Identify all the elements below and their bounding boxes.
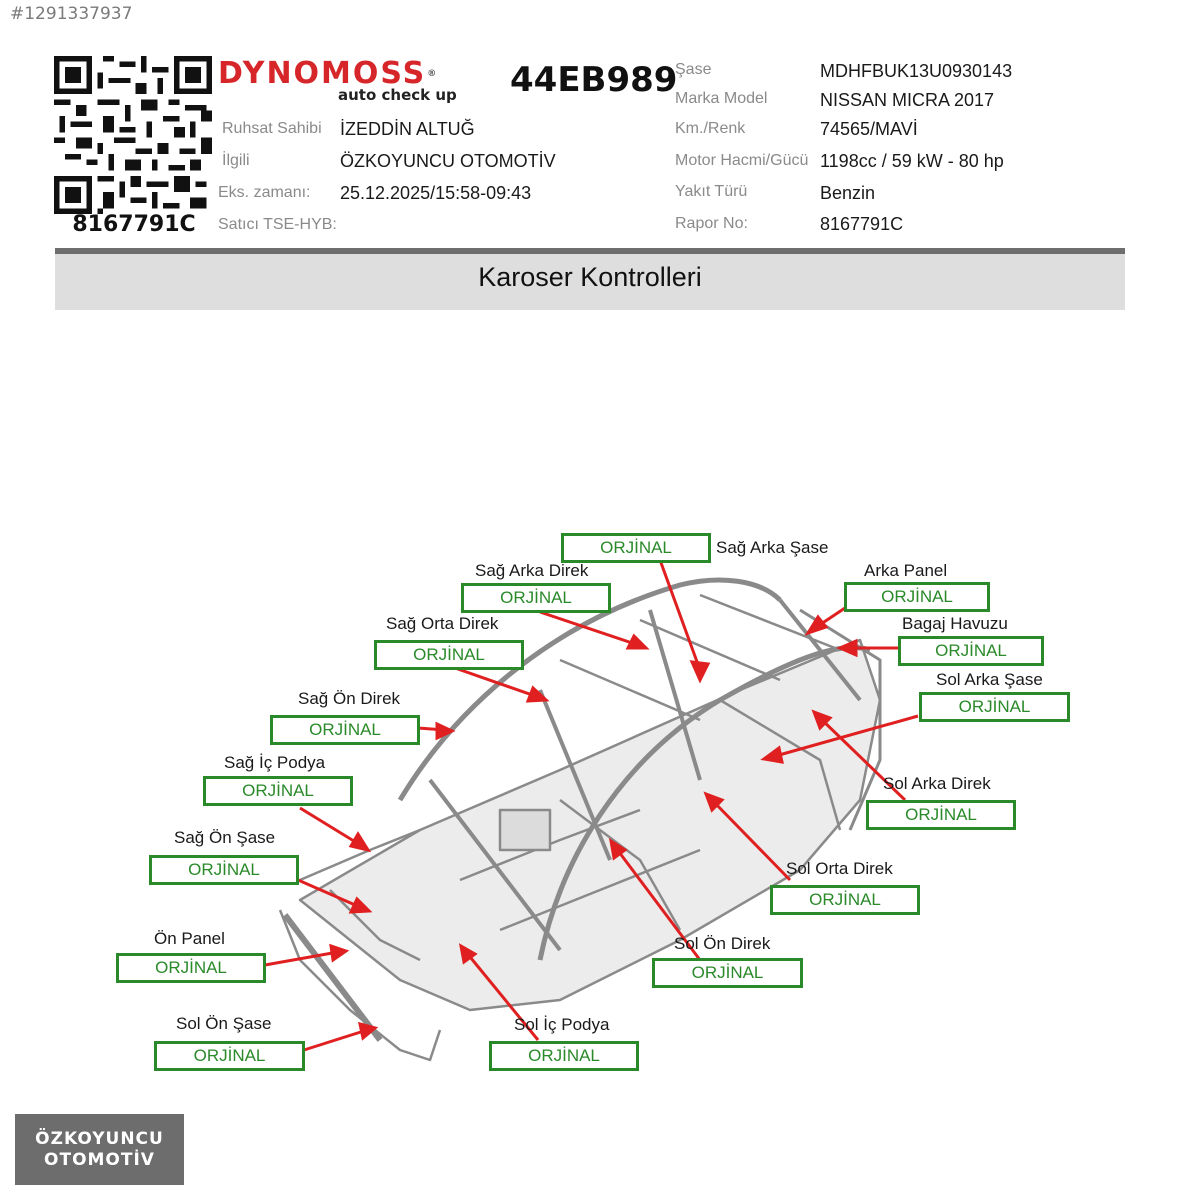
exam-time-value: 25.12.2025/15:58-09:43 [340,183,532,203]
status-box-sol-ic-podya: ORJİNAL [489,1041,639,1071]
status-box-sol-orta-direk: ORJİNAL [770,885,920,915]
report-code: 8167791C [72,212,196,237]
part-label-sol-arka-sase: Sol Arka Şase [936,670,1043,689]
dealer-name-line1: ÖZKOYUNCU [35,1128,164,1149]
fuel-label: Yakıt Türü [675,183,748,200]
part-label-sol-arka-direk: Sol Arka Direk [883,774,991,793]
contact-label: İlgili [222,152,250,169]
listing-id: #1291337937 [10,4,133,24]
brand-name: DYNOMOSS [218,56,427,91]
owner-value: İZEDDİN ALTUĞ [340,119,475,139]
contact-value: ÖZKOYUNCU OTOMOTİV [340,151,556,171]
dealer-logo [15,1114,184,1185]
dealer-name-line2: OTOMOTİV [44,1149,155,1170]
qr-code-icon [54,56,212,214]
status-box-sag-on-direk: ORJİNAL [270,715,420,745]
status-box-sol-arka-sase: ORJİNAL [919,692,1070,722]
part-label-sol-on-direk: Sol Ön Direk [674,934,771,953]
part-label-sag-orta-direk: Sağ Orta Direk [386,614,499,633]
status-box-sag-on-sase: ORJİNAL [149,855,299,885]
owner-label: Ruhsat Sahibi [222,120,322,137]
status-box-sol-on-sase: ORJİNAL [154,1041,305,1071]
part-label-arka-panel: Arka Panel [864,561,948,580]
exam-time-label: Eks. zamanı: [218,184,311,201]
status-box-sag-arka-direk: ORJİNAL [461,583,611,613]
part-label-on-panel: Ön Panel [154,929,225,948]
status-box-sol-on-direk: ORJİNAL [652,958,803,988]
part-label-sag-arka-sase: Sağ Arka Şase [716,538,829,557]
km-color-value: 74565/MAVİ [820,119,918,139]
part-label-sag-arka-direk: Sağ Arka Direk [475,561,589,580]
report-no-value: 8167791C [820,214,904,234]
model-label: Marka Model [675,90,768,107]
part-label-sag-ic-podya: Sağ İç Podya [224,753,326,772]
km-color-label: Km./Renk [675,120,746,137]
status-box-sol-arka-direk: ORJİNAL [866,800,1016,830]
license-plate: 44EB989 [510,60,678,100]
part-label-sol-on-sase: Sol Ön Şase [176,1014,272,1033]
registered-mark: ® [427,69,439,79]
status-box-sag-arka-sase: ORJİNAL [561,533,711,563]
engine-value: 1198cc / 59 kW - 80 hp [820,151,1004,171]
engine-label: Motor Hacmi/Gücü [675,152,809,169]
part-label-sol-orta-direk: Sol Orta Direk [786,859,893,878]
status-box-arka-panel: ORJİNAL [844,582,990,612]
seller-label: Satıcı TSE-HYB: [218,216,337,233]
status-box-bagaj-havuzu: ORJİNAL [898,636,1044,666]
model-value: NISSAN MICRA 2017 [820,90,995,110]
status-box-on-panel: ORJİNAL [116,953,266,983]
brand-tagline: auto check up [338,86,457,104]
part-label-bagaj-havuzu: Bagaj Havuzu [902,614,1008,633]
part-label-sol-ic-podya: Sol İç Podya [514,1015,610,1034]
chassis-label: Şase [675,61,712,78]
part-label-sag-on-direk: Sağ Ön Direk [298,689,401,708]
chassis-value: MDHFBUK13U0930143 [820,61,1013,81]
brand-logo [218,58,457,104]
fuel-value: Benzin [820,183,876,203]
status-box-sag-ic-podya: ORJİNAL [203,776,353,806]
status-box-sag-orta-direk: ORJİNAL [374,640,524,670]
report-no-label: Rapor No: [675,215,748,232]
section-title: Karoser Kontrolleri [478,262,702,292]
part-label-sag-on-sase: Sağ Ön Şase [174,828,276,847]
